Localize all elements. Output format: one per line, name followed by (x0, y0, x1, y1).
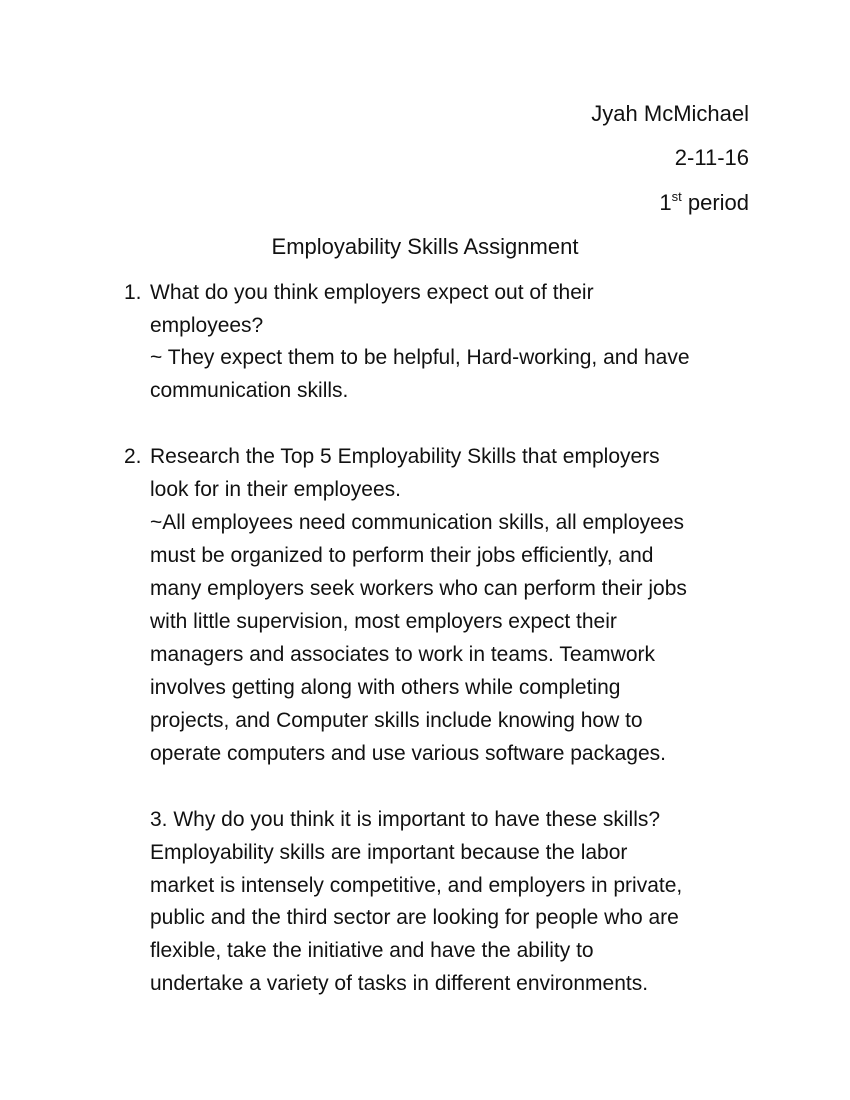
answer-2-line: must be organized to perform their jobs efficiently, and (150, 544, 654, 567)
period-number: 1 (659, 190, 672, 215)
answer-2-line: involves getting along with others while completing (150, 676, 621, 699)
question-2-line: Research the Top 5 Employability Skills that employers (150, 445, 660, 468)
question-1-line: What do you think employers expect out of their (150, 281, 594, 304)
question-1-number: 1. (124, 281, 142, 304)
answer-2-line: with little supervision, most employers expect their (150, 610, 617, 633)
answer-2-line: projects, and Computer skills include knowing how to (150, 709, 643, 732)
answer-2-line: many employers seek workers who can perform their jobs (150, 577, 687, 600)
document-title: Employability Skills Assignment (271, 234, 579, 259)
answer-1-line: ~ They expect them to be helpful, Hard-working, and have (150, 346, 690, 369)
answer-3-line: flexible, take the initiative and have the ability to (150, 939, 594, 962)
class-period (659, 189, 749, 220)
student-name: Jyah McMichael (591, 101, 749, 126)
answer-3-line: public and the third sector are looking for people who are (150, 906, 679, 929)
question-2-number: 2. (124, 445, 142, 468)
period-word: period (687, 190, 749, 215)
answer-1-line: communication skills. (150, 379, 349, 402)
answer-3-line: undertake a variety of tasks in different environments. (150, 972, 649, 995)
answer-2-line: ~All employees need communication skills, all employees (150, 511, 685, 534)
question-3-line: 3. Why do you think it is important to have these skills? (150, 808, 661, 831)
answer-3-line: market is intensely competitive, and employers in private, (150, 874, 683, 897)
answer-2-line: managers and associates to work in teams. Teamwork (150, 643, 656, 666)
question-1-line: employees? (150, 314, 264, 337)
answer-2-line: operate computers and use various software packages. (150, 742, 666, 765)
period-suffix: st (671, 189, 682, 204)
question-2-line: look for in their employees. (150, 478, 401, 501)
assignment-date: 2-11-16 (674, 145, 749, 170)
answer-3-line: Employability skills are important because the labor (150, 841, 628, 864)
